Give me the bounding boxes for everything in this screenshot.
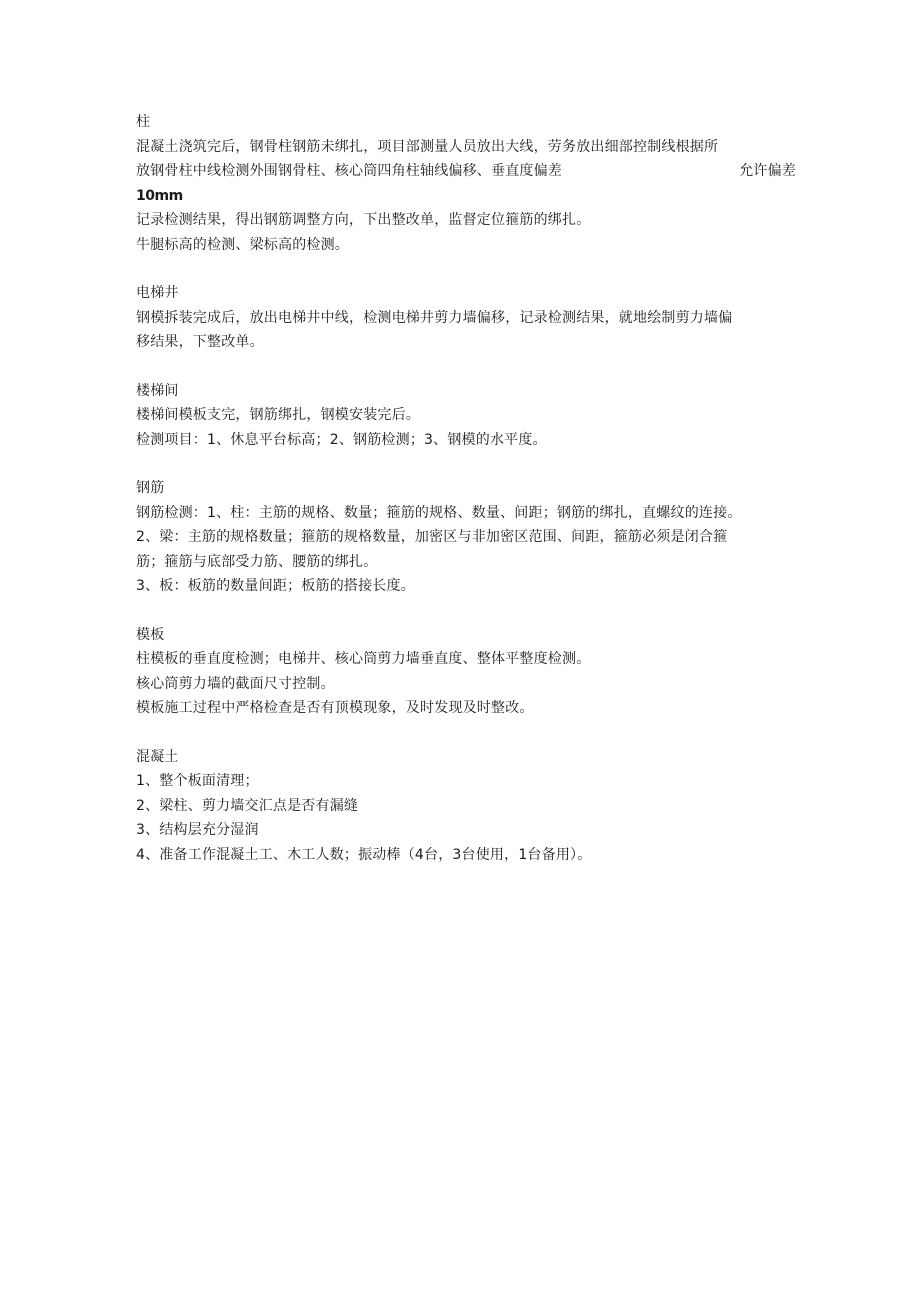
paragraph-text: 放钢骨柱中线检测外围钢骨柱、核心筒四角柱轴线偏移、垂直度偏差 [136,163,562,179]
list-item: 2、梁柱、剪力墙交汇点是否有漏缝 [136,797,359,814]
paragraph-line: 柱模板的垂直度检测；电梯井、核心筒剪力墙垂直度、整体平整度检测。 [136,651,591,667]
section-column [136,110,796,257]
paragraph-line: 核心筒剪力墙的截面尺寸控制。 [136,675,335,692]
section-elevator [136,281,796,355]
section-rebar [136,476,796,599]
paragraph-text: 允许偏差 [739,163,796,179]
paragraph-line: 钢模拆装完成后，放出电梯井中线，检测电梯井剪力墙偏移，记录检测结果，就地绘制剪力墙偏 [136,309,733,326]
paragraph-line: 筋；箍筋与底部受力筋、腰筋的绑扎。 [136,553,378,570]
paragraph-line: 牛腿标高的检测、梁标高的检测。 [136,236,349,253]
paragraph-line: 楼梯间模板支完，钢筋绑扎，钢模安装完后。 [136,407,420,423]
paragraph-line [136,159,796,184]
section-heading: 楼梯间 [136,382,179,399]
paragraph-line: 检测项目：1、休息平台标高；2、钢筋检测；3、钢模的水平度。 [136,431,547,448]
section-heading: 钢筋 [136,480,165,496]
section-concrete [136,745,796,868]
tolerance-value: 10mm [136,187,183,204]
list-item: 4、准备工作混凝土工、木工人数；振动棒（4台，3台使用，1台备用）。 [136,846,592,863]
paragraph-line: 3、板：板筋的数量间距；板筋的搭接长度。 [136,578,415,594]
paragraph-line: 模板施工过程中严格检查是否有顶模现象，及时发现及时整改。 [136,700,534,716]
document-body [136,110,796,891]
paragraph-line: 混凝土浇筑完后，钢骨柱钢筋未绑扎，项目部测量人员放出大线，劳务放出细部控制线根据所 [136,138,719,155]
section-heading: 混凝土 [136,748,179,765]
section-heading: 电梯井 [136,285,179,301]
paragraph-line: 记录检测结果，得出钢筋调整方向，下出整改单，监督定位箍筋的绑扎。 [136,212,591,228]
section-heading: 模板 [136,626,165,643]
paragraph-line: 移结果，下整改单。 [136,334,264,350]
list-item: 1、整个板面清理； [136,773,259,789]
section-heading: 柱 [136,114,151,130]
section-stair [136,379,796,453]
paragraph-line: 2、梁：主筋的规格数量；箍筋的规格数量，加密区与非加密区范围、间距，箍筋必须是闭合箍 [136,529,728,545]
section-formwork [136,623,796,721]
paragraph-line: 钢筋检测：1、柱：主筋的规格、数量；箍筋的规格、数量、间距；钢筋的绑扎，直螺纹的连接。 [136,504,742,521]
list-item: 3、结构层充分湿润 [136,822,259,838]
